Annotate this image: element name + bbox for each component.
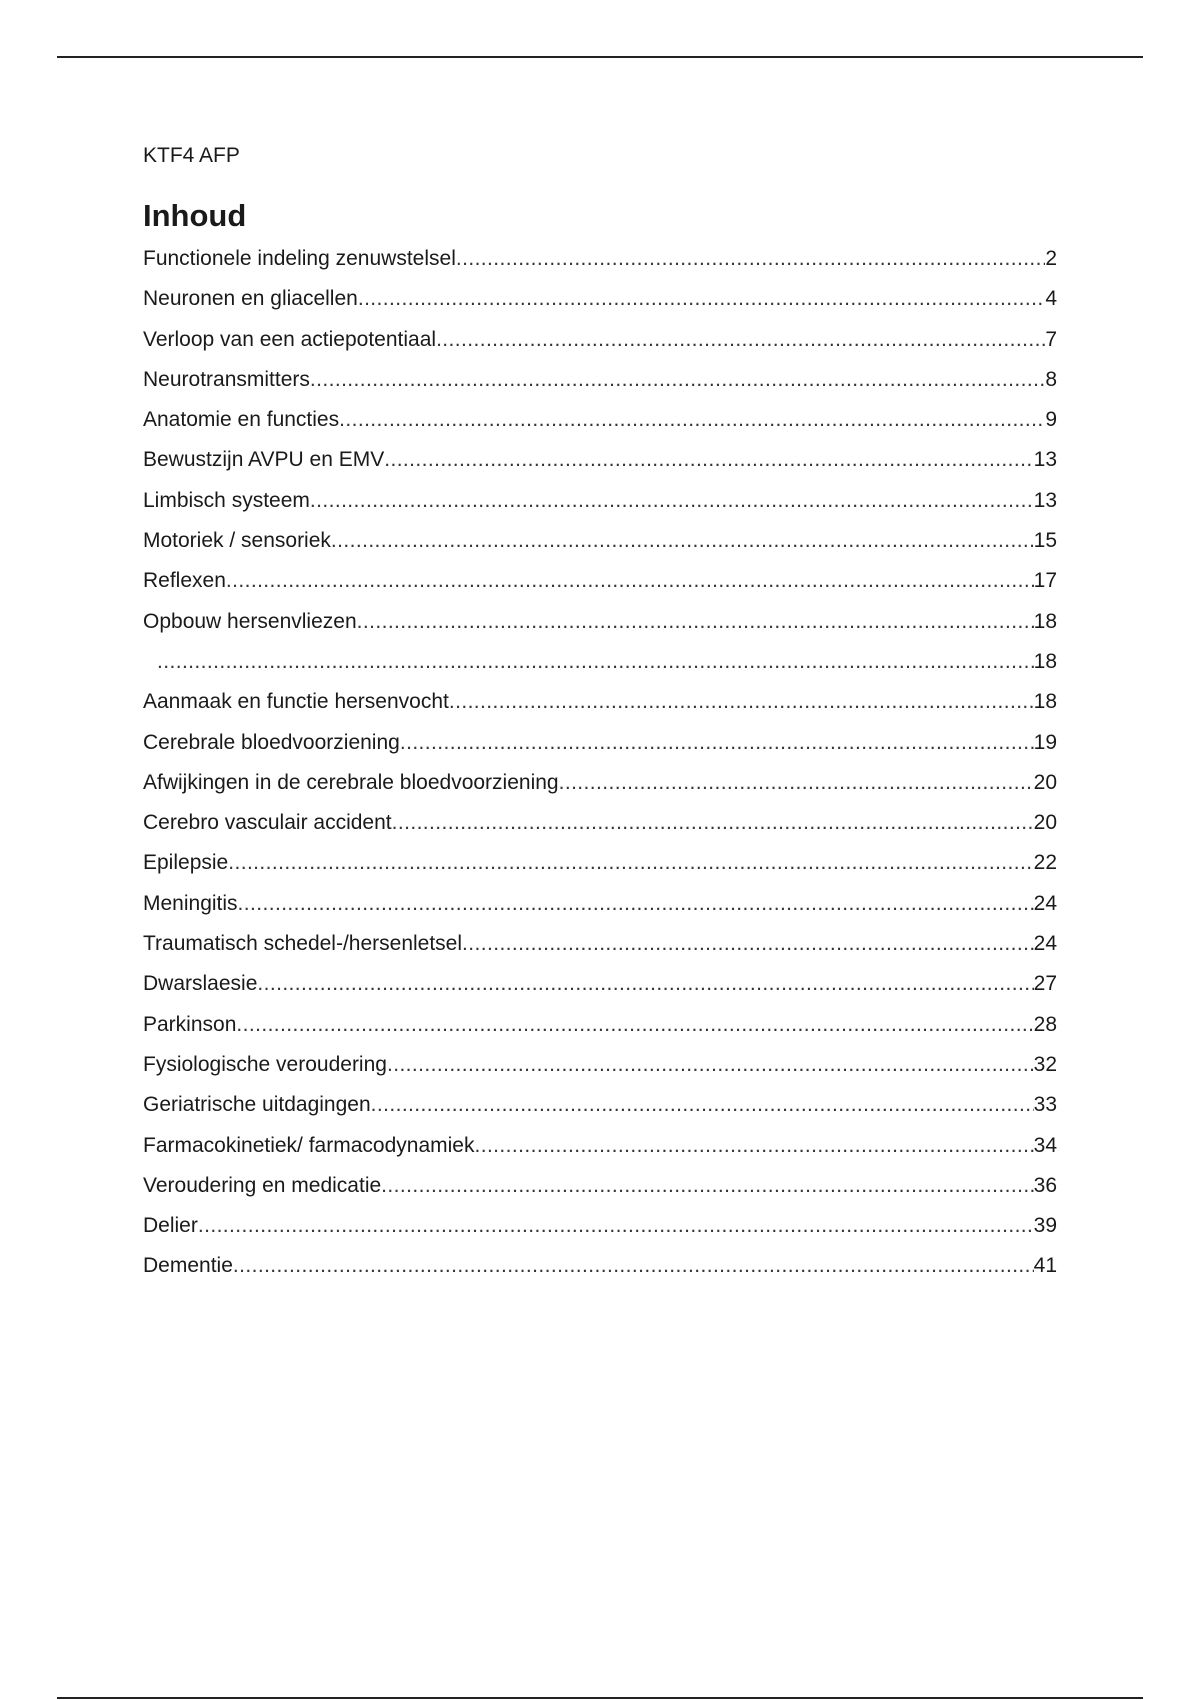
toc-dot-leader [198,1214,1034,1238]
toc-entry[interactable] [143,851,1057,891]
toc-dot-leader [257,972,1033,996]
toc-entry[interactable] [143,690,1057,730]
toc-entry-page: 24 [1033,932,1057,956]
toc-entry[interactable] [143,1134,1057,1174]
toc-entry-page: 18 [1033,690,1057,714]
toc-dot-leader [310,368,1045,392]
toc-entry-page: 15 [1033,529,1057,553]
toc-entry-page: 28 [1033,1012,1057,1036]
toc-entry-title: Neuronen en gliacellen [143,287,358,311]
toc-entry-page: 20 [1033,770,1057,794]
toc-entry-title: Neurotransmitters [143,367,310,391]
toc-entry-title: Bewustzijn AVPU en EMV [143,448,385,472]
page-bottom-rule [57,1697,1143,1699]
toc-dot-leader [392,811,1034,835]
toc-entry-page: 2 [1045,247,1057,270]
toc-entry[interactable] [143,932,1057,972]
toc-entry[interactable] [143,287,1057,327]
toc-entry-title: Cerebro vasculair accident [143,811,392,835]
toc-dot-leader [474,1134,1033,1158]
toc-entry[interactable] [143,247,1057,287]
document-body [143,144,1057,1278]
toc-dot-leader [157,650,1034,674]
toc-entry-page: 22 [1033,851,1057,875]
toc-entry-title: Traumatisch schedel-/hersenletsel [143,932,463,956]
toc-entry-page: 39 [1033,1214,1057,1238]
toc-entry-page: 4 [1045,287,1057,311]
toc-entry[interactable] [143,569,1057,609]
toc-dot-leader [387,1053,1034,1077]
toc-entry-title: Afwijkingen in de cerebrale bloedvoorziening [143,770,559,794]
toc-dot-leader [559,771,1034,795]
toc-entry-title: Epilepsie [143,851,229,875]
toc-entry[interactable] [143,448,1057,488]
toc-dot-leader [226,569,1034,593]
toc-dot-leader [449,690,1034,714]
toc-entry-title: Functionele indeling zenuwstelsel [143,247,456,270]
toc-entry-page: 13 [1033,488,1057,512]
toc-entry-title: Reflexen [143,569,226,593]
toc-dot-leader [238,892,1034,916]
toc-dot-leader [339,408,1045,432]
toc-dot-leader [357,610,1034,634]
toc-dot-leader [236,1013,1033,1037]
toc-entry-page: 32 [1033,1052,1057,1076]
toc-dot-leader [381,1174,1033,1198]
toc-entry[interactable] [143,771,1057,811]
toc-entry[interactable] [143,1214,1057,1254]
toc-entry[interactable] [143,1013,1057,1053]
toc-entry-title: Anatomie en functies [143,408,340,432]
toc-dot-leader [310,489,1034,513]
toc-entry-page: 7 [1045,327,1057,351]
toc-entry-title: Opbouw hersenvliezen [143,609,357,633]
toc-entry-title: Geriatrische uitdagingen [143,1093,371,1117]
toc-entry[interactable] [143,972,1057,1012]
toc-dot-leader [233,1254,1034,1278]
toc-entry[interactable] [143,610,1057,650]
toc-entry[interactable] [143,811,1057,851]
toc-entry[interactable] [143,731,1057,771]
toc-entry-page: 17 [1033,569,1057,593]
toc-entry-title: Veroudering en medicatie [143,1173,382,1197]
toc-entry-title: Dwarslaesie [143,972,258,996]
toc-entry-title: Limbisch systeem [143,488,310,512]
toc-entry-page: 19 [1033,730,1057,754]
toc-entry-page: 8 [1045,367,1057,391]
toc-entry-page: 18 [1033,609,1057,633]
toc-dot-leader [384,448,1033,472]
toc-entry-page: 41 [1033,1254,1057,1278]
toc-entry-title: Fysiologische veroudering [143,1052,387,1076]
toc-dot-leader [456,247,1045,271]
toc-entry-page: 9 [1045,408,1057,432]
toc-entry[interactable] [143,1254,1057,1294]
toc-entry-title: Meningitis [143,891,238,915]
toc-entry-page: 20 [1033,811,1057,835]
table-of-contents [143,247,1057,1295]
toc-dot-leader [436,328,1045,352]
toc-entry[interactable] [143,1093,1057,1133]
toc-entry[interactable] [143,529,1057,569]
toc-entry-page: 24 [1033,891,1057,915]
toc-dot-leader [228,851,1033,875]
toc-entry-title: Farmacokinetiek/ farmacodynamiek [143,1133,475,1157]
toc-entry[interactable] [143,368,1057,408]
document-code: KTF4 AFP [143,144,240,167]
toc-entry-untitled[interactable] [143,650,1057,690]
toc-entry[interactable] [143,1053,1057,1093]
toc-entry-title: Aanmaak en functie hersenvocht [143,690,449,714]
toc-entry-title: Dementie [143,1254,233,1278]
toc-entry-title: Delier [143,1214,198,1238]
toc-entry-page: 34 [1033,1133,1057,1157]
toc-heading: Inhoud [143,198,247,233]
toc-entry[interactable] [143,892,1057,932]
toc-entry-page: 13 [1033,448,1057,472]
toc-entry-title: Parkinson [143,1012,237,1036]
toc-entry-page: 33 [1033,1093,1057,1117]
toc-dot-leader [331,529,1034,553]
toc-dot-leader [400,731,1034,755]
toc-dot-leader [371,1093,1034,1117]
toc-dot-leader [462,932,1034,956]
toc-entry[interactable] [143,328,1057,368]
toc-dot-leader [358,287,1045,311]
toc-entry-title: Verloop van een actiepotentiaal [143,327,437,351]
toc-entry-page: 36 [1033,1173,1057,1197]
page-top-rule [57,56,1143,58]
toc-entry[interactable] [143,489,1057,529]
toc-entry-title: Cerebrale bloedvoorziening [143,730,400,754]
toc-entry-title: Motoriek / sensoriek [143,529,331,553]
toc-entry-page: 18 [1033,649,1057,673]
toc-entry[interactable] [143,408,1057,448]
toc-entry[interactable] [143,1174,1057,1214]
toc-entry-page: 27 [1033,972,1057,996]
